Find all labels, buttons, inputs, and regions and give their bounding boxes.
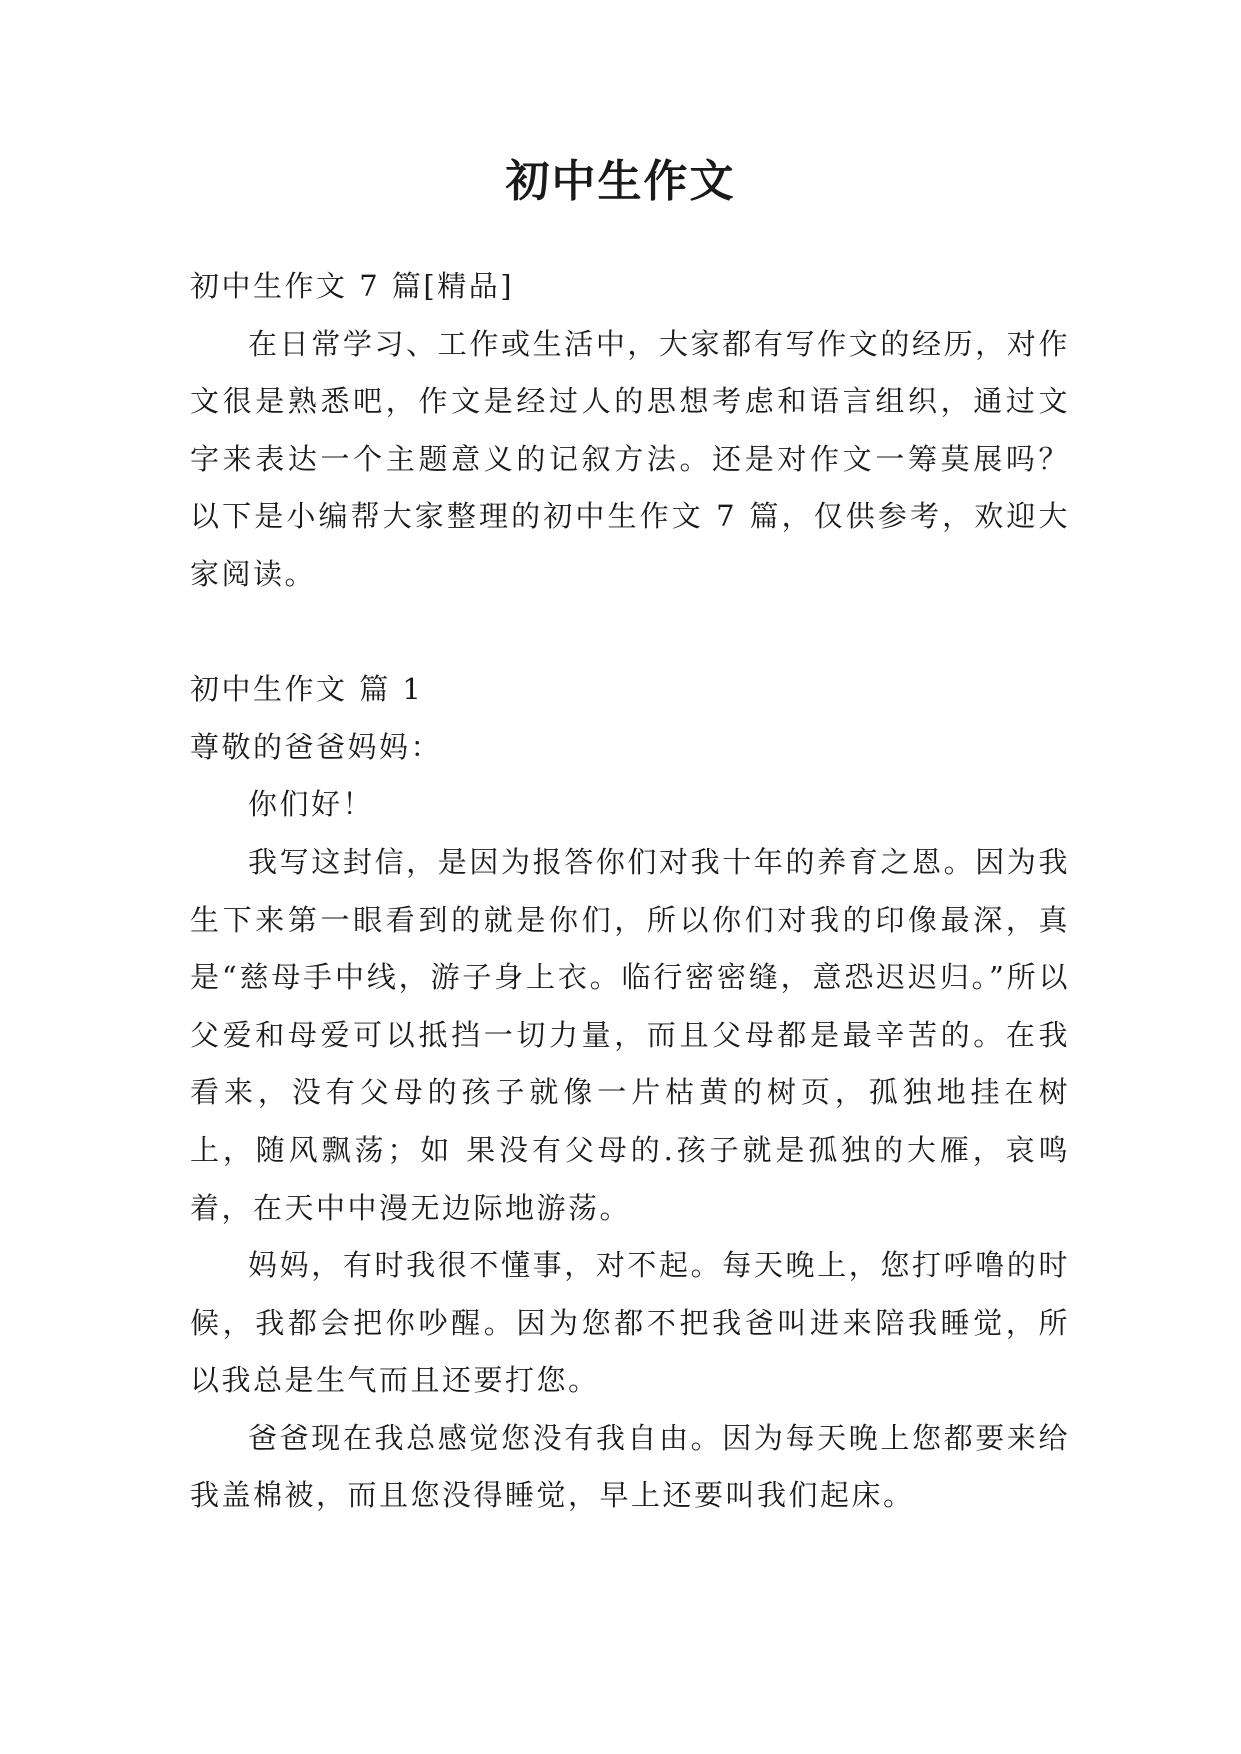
body-paragraph: 爸爸现在我总感觉您没有我自由。因为每天晚上您都要来给我盖棉被，而且您没得睡觉，早上还要叫我们起床。 [190,1420,1070,1513]
section-spacer [190,604,1070,662]
letter-greeting: 你们好！ [248,787,375,822]
document-title: 初中生作文 [505,156,736,207]
document-subtitle: 初中生作文 7 篇[精品] [190,269,515,303]
body-paragraph: 我写这封信，是因为报答你们对我十年的养育之恩。因为我生下来第一眼看到的就是你们，所以你们对我的印像最深，真是“慈母手中线，游子身上衣。临行密密缝，意恐迟迟归。”所以父爱和母爱可以抵挡一切力量，而且父母都是最辛苦的。在我看来，没有父母的孩子就像一片枯黄的树页，孤独地挂在树上，随风飘荡；如 果没有父母的.孩子就是孤独的大雁，哀鸣着，在天中中漫无边际地游荡。 [190,844,1070,1225]
document-body [190,258,1070,1525]
intro-paragraph: 在日常学习、工作或生活中，大家都有写作文的经历，对作文很是熟悉吧，作文是经过人的思想考虑和语言组织，通过文字来表达一个主题意义的记叙方法。还是对作文一筹莫展吗？以下是小编帮大家整理的初中生作文 7 篇，仅供参考，欢迎大家阅读。 [190,326,1070,591]
body-paragraph: 妈妈，有时我很不懂事，对不起。每天晚上，您打呼噜的时候，我都会把你吵醒。因为您都不把我爸叫进来陪我睡觉，所以我总是生气而且还要打您。 [190,1248,1070,1398]
letter-salutation: 尊敬的爸爸妈妈： [190,729,443,764]
section-heading: 初中生作文 篇 1 [190,672,424,707]
